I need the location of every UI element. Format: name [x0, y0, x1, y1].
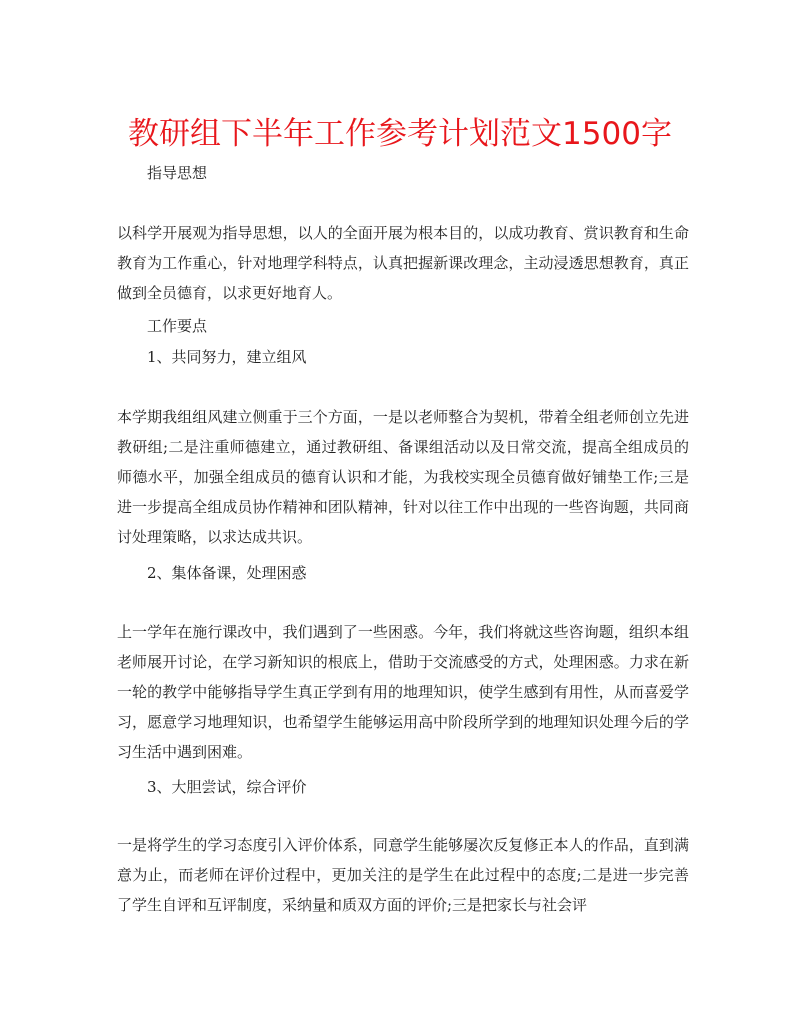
heading-point-2: 2、集体备课，处理困惑 [147, 564, 307, 582]
paragraph-point-2: 上一学年在施行课改中，我们遇到了一些困惑。今年，我们将就这些咨询题，组织本组老师展开讨论，在学习新知识的根底上，借助于交流感受的方式，处理困惑。力求在新一轮的教学中能够指导学生真正学到有用的地理知识，使学生感到有用性，从而喜爱学习，愿意学习地理知识，也希望学生能够运用高中阶段所学到的地理知识处理今后的学习生活中遇到困难。 [117, 623, 689, 761]
heading-point-1: 1、共同努力，建立组风 [147, 348, 307, 366]
heading-point-3: 3、大胆尝试，综合评价 [147, 778, 307, 796]
paragraph-guiding-ideology: 以科学开展观为指导思想，以人的全面开展为根本目的，以成功教育、赏识教育和生命教育为工作重心，针对地理学科特点，认真把握新课改理念，主动浸透思想教育，真正做到全员德育，以求更好地育人。 [117, 224, 689, 302]
paragraph-point-1: 本学期我组组风建立侧重于三个方面，一是以老师整合为契机，带着全组老师创立先进教研组;二是注重师德建立，通过教研组、备课组活动以及日常交流，提高全组成员的师德水平，加强全组成员的德育认识和才能，为我校实现全员德育做好铺垫工作;三是进一步提高全组成员协作精神和团队精神，针对以往工作中出现的一些咨询题，共同商讨处理策略，以求达成共识。 [117, 408, 689, 546]
document-title: 教研组下半年工作参考计划范文1500字 [128, 116, 672, 152]
heading-work-points: 工作要点 [147, 317, 208, 335]
paragraph-point-3: 一是将学生的学习态度引入评价体系，同意学生能够屡次反复修正本人的作品，直到满意为止，而老师在评价过程中，更加关注的是学生在此过程中的态度;二是进一步完善了学生自评和互评制度，采纳量和质双方面的评价;三是把家长与社会评 [117, 836, 689, 914]
heading-guiding-ideology: 指导思想 [147, 164, 208, 182]
